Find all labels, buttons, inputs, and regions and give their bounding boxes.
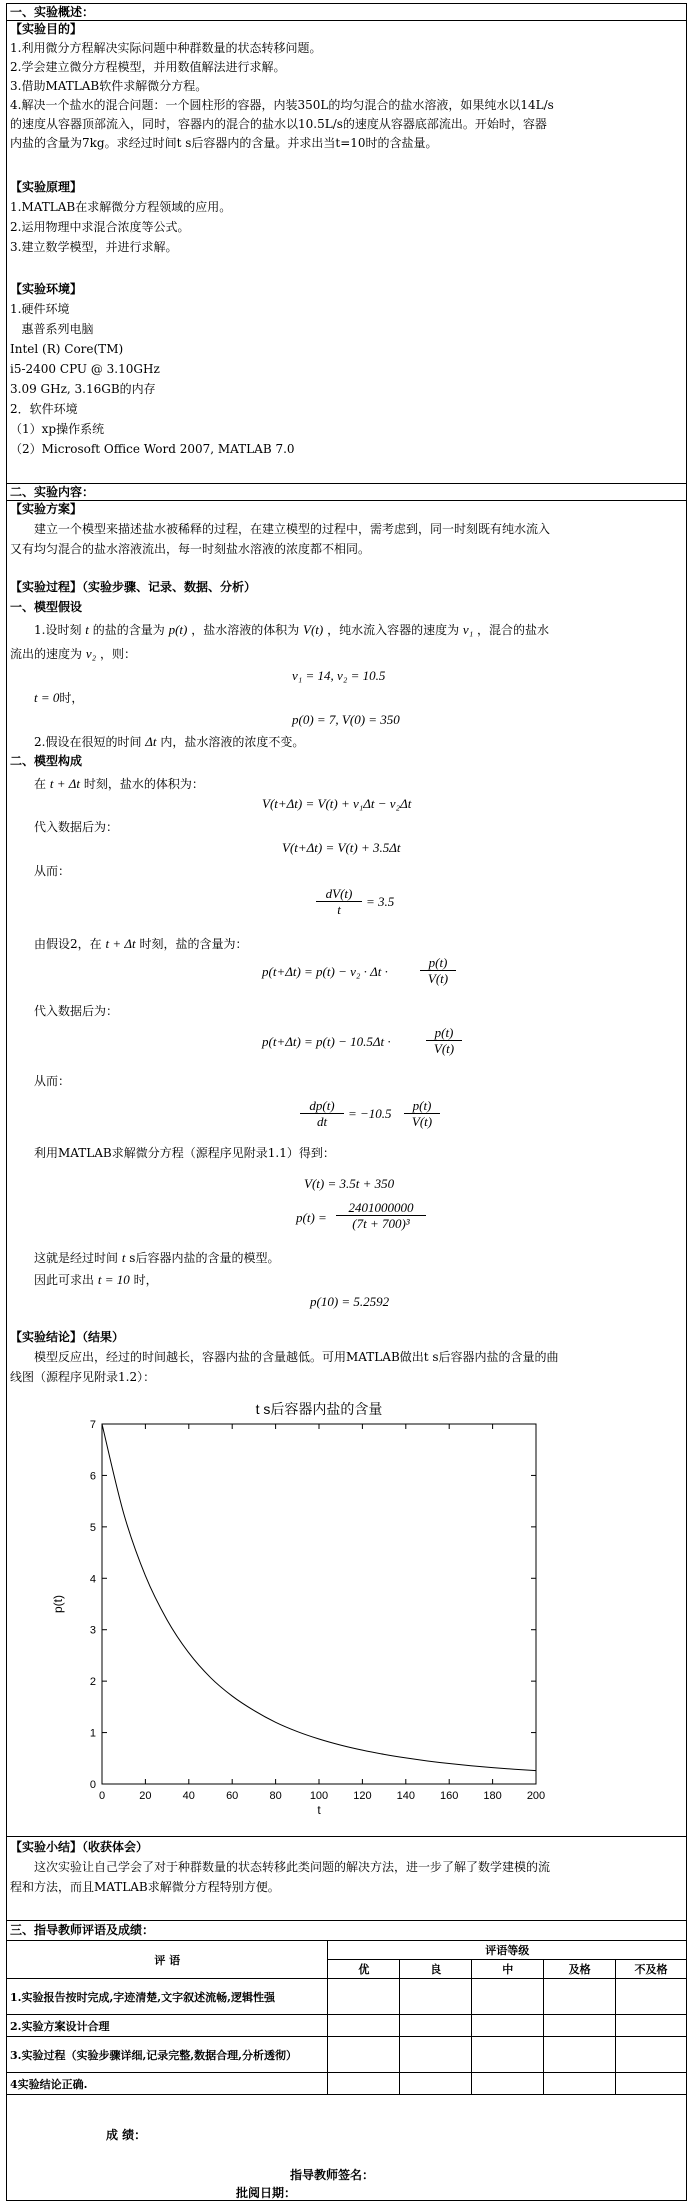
grade-cell[interactable] — [328, 2037, 400, 2073]
conclusion-line: 线图（源程序见附录1.2）： — [10, 1370, 156, 1384]
conclusion-line: 模型反应出，经过的时间越长，容器内盐的含量越低。可用MATLAB做出t s后容器内盐的含量的曲 — [34, 1350, 559, 1364]
grade-excellent: 优 — [328, 1960, 400, 1979]
grade-column-header: 评语等级 — [328, 1941, 687, 1960]
criterion-row: 2.实验方案设计合理 — [7, 2015, 328, 2037]
environment-line: 3.09 GHz, 3.16GB的内存 — [10, 382, 156, 396]
grade-cell[interactable] — [616, 2037, 687, 2073]
y-tick-label: 7 — [89, 1419, 96, 1431]
model-heading: 二、模型构成 — [10, 754, 83, 768]
x-tick-label: 100 — [309, 1790, 329, 1802]
fraction-dV: $\frac{dV(t)}{t}$ — [316, 886, 362, 917]
criterion-row: 3.实验过程（实验步骤详细,记录完整,数据合理,分析透彻） — [7, 2037, 328, 2073]
substitute-label: 代入数据后为： — [34, 820, 119, 834]
grade-cell[interactable] — [544, 2073, 616, 2095]
grade-cell[interactable] — [544, 2015, 616, 2037]
criterion-row: 4实验结论正确. — [7, 2073, 328, 2095]
divider — [6, 500, 687, 501]
process-heading: 【实验过程】（实验步骤、记录、数据、分析） — [10, 580, 257, 594]
grade-fail: 不及格 — [616, 1960, 687, 1979]
equation-initial: p(0) = 7, V(0) = 350 — [292, 712, 400, 727]
plan-line: 建立一个模型来描述盐水被稀释的过程，在建立模型的过程中，需考虑到，同一时刻既有纯水流入 — [34, 522, 551, 536]
x-tick-label: 140 — [396, 1790, 415, 1802]
environment-line: Intel (R) Core(TM) — [10, 342, 124, 356]
x-tick-label: 80 — [269, 1790, 282, 1802]
comment-column-header: 评 语 — [7, 1941, 328, 1979]
y-tick-label: 2 — [89, 1676, 96, 1689]
section3-title: 三、指导教师评语及成绩： — [10, 1923, 155, 1937]
purpose-line: 2.学会建立微分方程模型，并用数值解法进行求解。 — [10, 60, 286, 74]
principle-line: 3.建立数学模型，并进行求解。 — [10, 240, 178, 254]
fraction-concentration: $\frac{p(t)}{V(t)}$ — [404, 1098, 440, 1129]
x-tick-label: 0 — [98, 1790, 106, 1802]
divider — [6, 1920, 687, 1921]
y-axis-label: p(t) — [51, 1595, 65, 1613]
solution-salt-lhs: p(t) = — [296, 1210, 327, 1225]
principle-heading: 【实验原理】 — [10, 180, 83, 194]
divider — [6, 483, 687, 484]
y-tick-label: 5 — [89, 1521, 96, 1534]
divider — [6, 20, 687, 21]
grade-cell[interactable] — [472, 2015, 544, 2037]
equation-salt-1: p(t+Δt) = p(t) − v₂ · Δt · — [262, 964, 388, 979]
assumption-heading: 一、模型假设 — [10, 600, 83, 614]
summary-heading: 【实验小结】（收获体会） — [10, 1840, 149, 1854]
thus-label: 从而： — [34, 864, 71, 878]
environment-line: 惠普系列电脑 — [10, 322, 94, 336]
grade-cell[interactable] — [400, 2015, 472, 2037]
environment-line: 2．软件环境 — [10, 402, 78, 416]
purpose-line: 1.利用微分方程解决实际问题中种群数量的状态转移问题。 — [10, 41, 322, 55]
assumption-1-cont: 流出的速度为 v₂ ，则： — [10, 646, 136, 661]
grade-good: 良 — [400, 1960, 472, 1979]
grade-cell[interactable] — [400, 2073, 472, 2095]
x-tick-label: 200 — [526, 1790, 546, 1802]
thus-label: 从而： — [34, 1074, 71, 1088]
model-line-salt: 由假设2，在 t + Δt 时刻，盐的含量为： — [34, 936, 248, 951]
x-tick-label: 120 — [353, 1790, 372, 1802]
grade-cell[interactable] — [616, 1979, 687, 2015]
equation-salt-2: p(t+Δt) = p(t) − 10.5Δt · — [262, 1034, 391, 1049]
plan-line: 又有均匀混合的盐水溶液流出，每一时刻盐水溶液的浓度都不相同。 — [10, 542, 371, 556]
equation-volume-1: V(t+Δt) = V(t) + v₁Δt − v₂Δt — [262, 796, 412, 811]
grade-cell[interactable] — [328, 2073, 400, 2095]
summary-line: 程和方法，而且MATLAB求解微分方程特别方便。 — [10, 1880, 280, 1894]
y-tick-label: 1 — [89, 1727, 96, 1740]
calc-line: 因此可求出 t = 10 时， — [34, 1272, 158, 1287]
grade-cell[interactable] — [544, 1979, 616, 2015]
x-tick-label: 160 — [440, 1790, 459, 1802]
y-tick-label: 3 — [89, 1624, 96, 1637]
purpose-heading: 【实验目的】 — [10, 22, 83, 36]
y-tick-label: 6 — [89, 1470, 96, 1483]
chart-background — [40, 1392, 560, 1832]
environment-heading: 【实验环境】 — [10, 282, 83, 296]
equation-dp-mid: = −10.5 — [348, 1106, 392, 1121]
grade-cell[interactable] — [616, 2073, 687, 2095]
fraction-dp: $\frac{dp(t)}{dt}$ — [300, 1098, 344, 1129]
chart-title: t s后容器内盐的含量 — [255, 1401, 383, 1417]
grade-cell[interactable] — [328, 2015, 400, 2037]
equation-volume-2: V(t+Δt) = V(t) + 3.5Δt — [282, 840, 401, 855]
purpose-line: 4.解决一个盐水的混合问题：一个圆柱形的容器，内装350L的均匀混合的盐水溶液，如果纯水以14L/s — [10, 98, 554, 112]
y-tick-label: 4 — [89, 1573, 96, 1586]
grade-cell[interactable] — [472, 2073, 544, 2095]
solution-volume: V(t) = 3.5t + 350 — [304, 1176, 395, 1191]
grade-cell[interactable] — [400, 1979, 472, 2015]
equation-dV-rhs: = 3.5 — [366, 894, 395, 909]
criterion-row: 1.实验报告按时完成,字迹清楚,文字叙述流畅,逻辑性强 — [7, 1979, 328, 2015]
fraction-solution: $\frac{2401000000}{\text{(7t + 700)³}}$ — [336, 1200, 426, 1231]
substitute-label: 代入数据后为： — [34, 1004, 119, 1018]
environment-line: 1.硬件环境 — [10, 302, 70, 316]
review-date-label: 批阅日期： — [236, 2186, 297, 2200]
environment-line: （1）xp操作系统 — [10, 422, 105, 436]
x-tick-label: 20 — [139, 1790, 152, 1802]
conclusion-heading: 【实验结论】（结果） — [10, 1330, 125, 1344]
grade-cell[interactable] — [400, 2037, 472, 2073]
divider — [6, 1836, 687, 1837]
grade-pass: 及格 — [544, 1960, 616, 1979]
fraction-concentration: $\frac{p(t)}{V(t)}$ — [426, 1025, 462, 1056]
section2-title: 二、实验内容： — [10, 485, 95, 499]
x-tick-label: 40 — [182, 1790, 195, 1802]
salt-content-chart — [40, 1392, 560, 1832]
solve-text: 利用MATLAB求解微分方程（源程序见附录1.1）得到： — [34, 1146, 335, 1160]
grade-cell[interactable] — [472, 2037, 544, 2073]
environment-line: （2）Microsoft Office Word 2007, MATLAB 7.0 — [10, 442, 295, 456]
evaluation-table — [6, 1940, 687, 2095]
principle-line: 1.MATLAB在求解微分方程领域的应用。 — [10, 200, 232, 214]
equation-speeds: v₁ = 14, v₂ = 10.5 — [292, 668, 386, 683]
purpose-line: 的速度从容器顶部流入，同时，容器内的混合的盐水以10.5L/s的速度从容器底部流出。开始时，容器 — [10, 117, 547, 131]
x-axis-label: t — [317, 1803, 321, 1817]
model-line-volume: 在 t + Δt 时刻，盐水的体积为： — [34, 776, 204, 791]
plan-heading: 【实验方案】 — [10, 502, 83, 516]
teacher-signature-label: 指导教师签名： — [290, 2168, 375, 2182]
summary-line: 这次实验让自己学会了对于种群数量的状态转移此类问题的解决方法，进一步了解了数学建模的流 — [34, 1860, 551, 1874]
grade-cell[interactable] — [472, 1979, 544, 2015]
assumption-2: 2.假设在很短的时间 Δt 内，盐水溶液的浓度不变。 — [34, 734, 305, 749]
environment-line: i5-2400 CPU @ 3.10GHz — [10, 362, 160, 376]
section1-title: 一、实验概述： — [10, 5, 95, 19]
purpose-line: 内盐的含量为7kg。求经过时间t s后容器内的含量。并求出当t=10时的含盐量。 — [10, 136, 438, 150]
x-tick-label: 180 — [483, 1790, 502, 1802]
result-value: p(10) = 5.2592 — [310, 1294, 390, 1309]
x-tick-label: 60 — [226, 1790, 239, 1802]
time-zero-label: t = 0时， — [34, 690, 84, 705]
grade-medium: 中 — [472, 1960, 544, 1979]
score-label: 成 绩： — [106, 2128, 147, 2142]
y-tick-label: 0 — [89, 1779, 96, 1791]
principle-line: 2.运用物理中求混合浓度等公式。 — [10, 220, 190, 234]
purpose-line: 3.借助MATLAB软件求解微分方程。 — [10, 79, 208, 93]
fraction-concentration: $\frac{p(t)}{V(t)}$ — [420, 955, 456, 986]
grade-cell[interactable] — [544, 2037, 616, 2073]
assumption-1: 1.设时刻 t 的盐的含量为 p(t) ，盐水溶液的体积为 V(t) ，纯水流入容器的速度为 v₁ ，混合的盐水 — [34, 622, 550, 637]
grade-cell[interactable] — [328, 1979, 400, 2015]
grade-cell[interactable] — [616, 2015, 687, 2037]
model-summary: 这就是经过时间 t s后容器内盐的含量的模型。 — [34, 1250, 280, 1265]
